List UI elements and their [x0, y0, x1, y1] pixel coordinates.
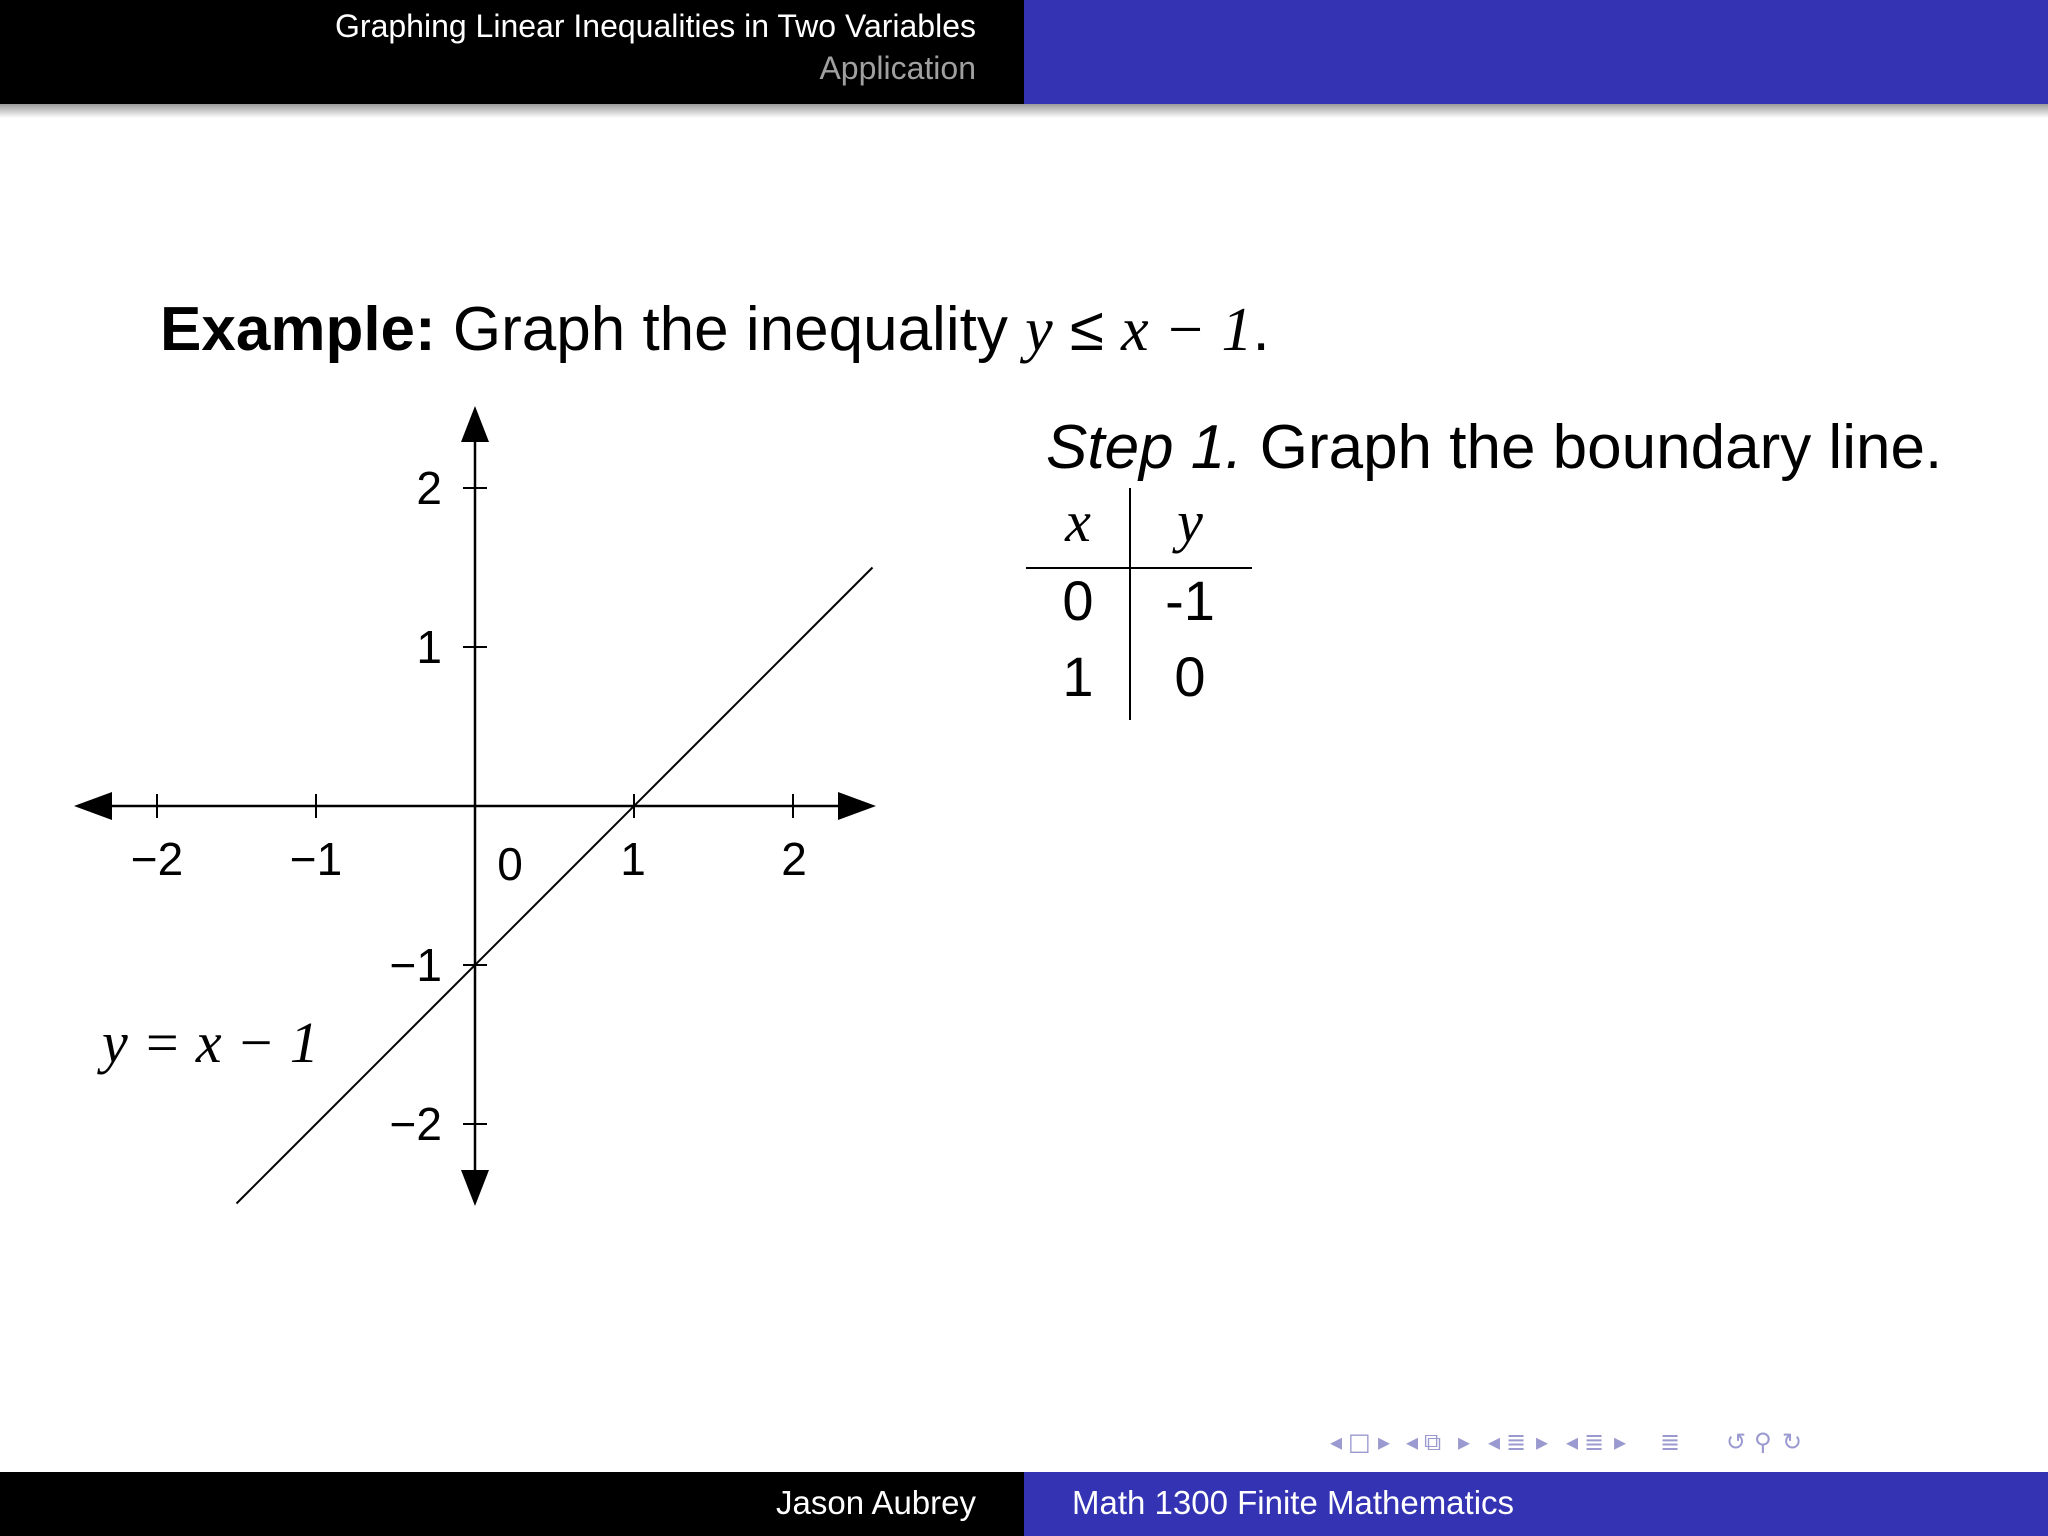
outline-icon[interactable]: ≣	[1660, 1428, 1681, 1456]
table-cell: -1	[1165, 569, 1215, 632]
y-tick-label: 1	[416, 621, 442, 673]
nav-prev-page-icon[interactable]: ◂	[1566, 1428, 1579, 1456]
table-cell: 1	[1062, 645, 1094, 708]
line-equation-label: y = x − 1	[102, 1010, 319, 1075]
nav-next-subsection-icon[interactable]: ▸	[1536, 1428, 1549, 1456]
footer-author: Jason Aubrey	[776, 1484, 976, 1521]
y-axis-down-arrow-icon	[461, 1170, 489, 1206]
boundary-line	[237, 568, 873, 1204]
step-label: Step 1.	[1046, 413, 1243, 482]
section-icon[interactable]: ⧉	[1424, 1428, 1442, 1456]
footer-course: Math 1300 Finite Mathematics	[1072, 1484, 1515, 1521]
nav-next-section-icon[interactable]: ▸	[1458, 1428, 1471, 1456]
y-tick-label: −1	[389, 939, 442, 991]
nav-prev-icon[interactable]: ◂	[1330, 1428, 1343, 1456]
table-cell: 0	[1174, 645, 1206, 708]
x-tick-label: −1	[289, 833, 343, 885]
example-period: .	[1252, 295, 1270, 364]
nav-prev-section-icon[interactable]: ◂	[1406, 1428, 1419, 1456]
nav-next-icon[interactable]: ▸	[1378, 1428, 1391, 1456]
example-math-rhs: x − 1	[1121, 296, 1253, 364]
nav-next-page-icon[interactable]: ▸	[1614, 1428, 1627, 1456]
header-section-title[interactable]: Graphing Linear Inequalities in Two Variables	[335, 8, 976, 44]
header-subsection-title[interactable]: Application	[819, 50, 976, 86]
x-tick-label: 1	[620, 833, 646, 885]
x-tick-label: −2	[130, 833, 184, 885]
x-axis-right-arrow-icon	[838, 792, 876, 820]
y-tick-label: −2	[389, 1098, 442, 1150]
example-label: Example:	[160, 295, 436, 364]
x-axis-left-arrow-icon	[74, 792, 112, 820]
nav-prev-subsection-icon[interactable]: ◂	[1488, 1428, 1501, 1456]
y-axis-up-arrow-icon	[461, 406, 489, 442]
example-math-lhs: y	[1025, 296, 1053, 364]
step-text: Graph the boundary line.	[1259, 413, 1943, 482]
search-icon[interactable]: ⚲	[1754, 1428, 1772, 1456]
frame-icon[interactable]: □	[1348, 1428, 1371, 1456]
undo-icon[interactable]: ↺	[1726, 1428, 1747, 1456]
table-header-x: x	[1065, 489, 1091, 554]
redo-icon[interactable]: ↻	[1782, 1428, 1803, 1456]
origin-label: 0	[497, 838, 523, 890]
page-list-icon[interactable]: ≣	[1584, 1428, 1605, 1456]
y-tick-label: 2	[416, 462, 442, 514]
subsection-icon[interactable]: ≣	[1506, 1428, 1527, 1456]
example-math-rel: ≤	[1069, 295, 1104, 364]
table-cell: 0	[1062, 569, 1094, 632]
x-tick-label: 2	[781, 833, 807, 885]
table-header-y: y	[1177, 489, 1203, 554]
example-text: Graph the inequality	[452, 295, 1008, 364]
